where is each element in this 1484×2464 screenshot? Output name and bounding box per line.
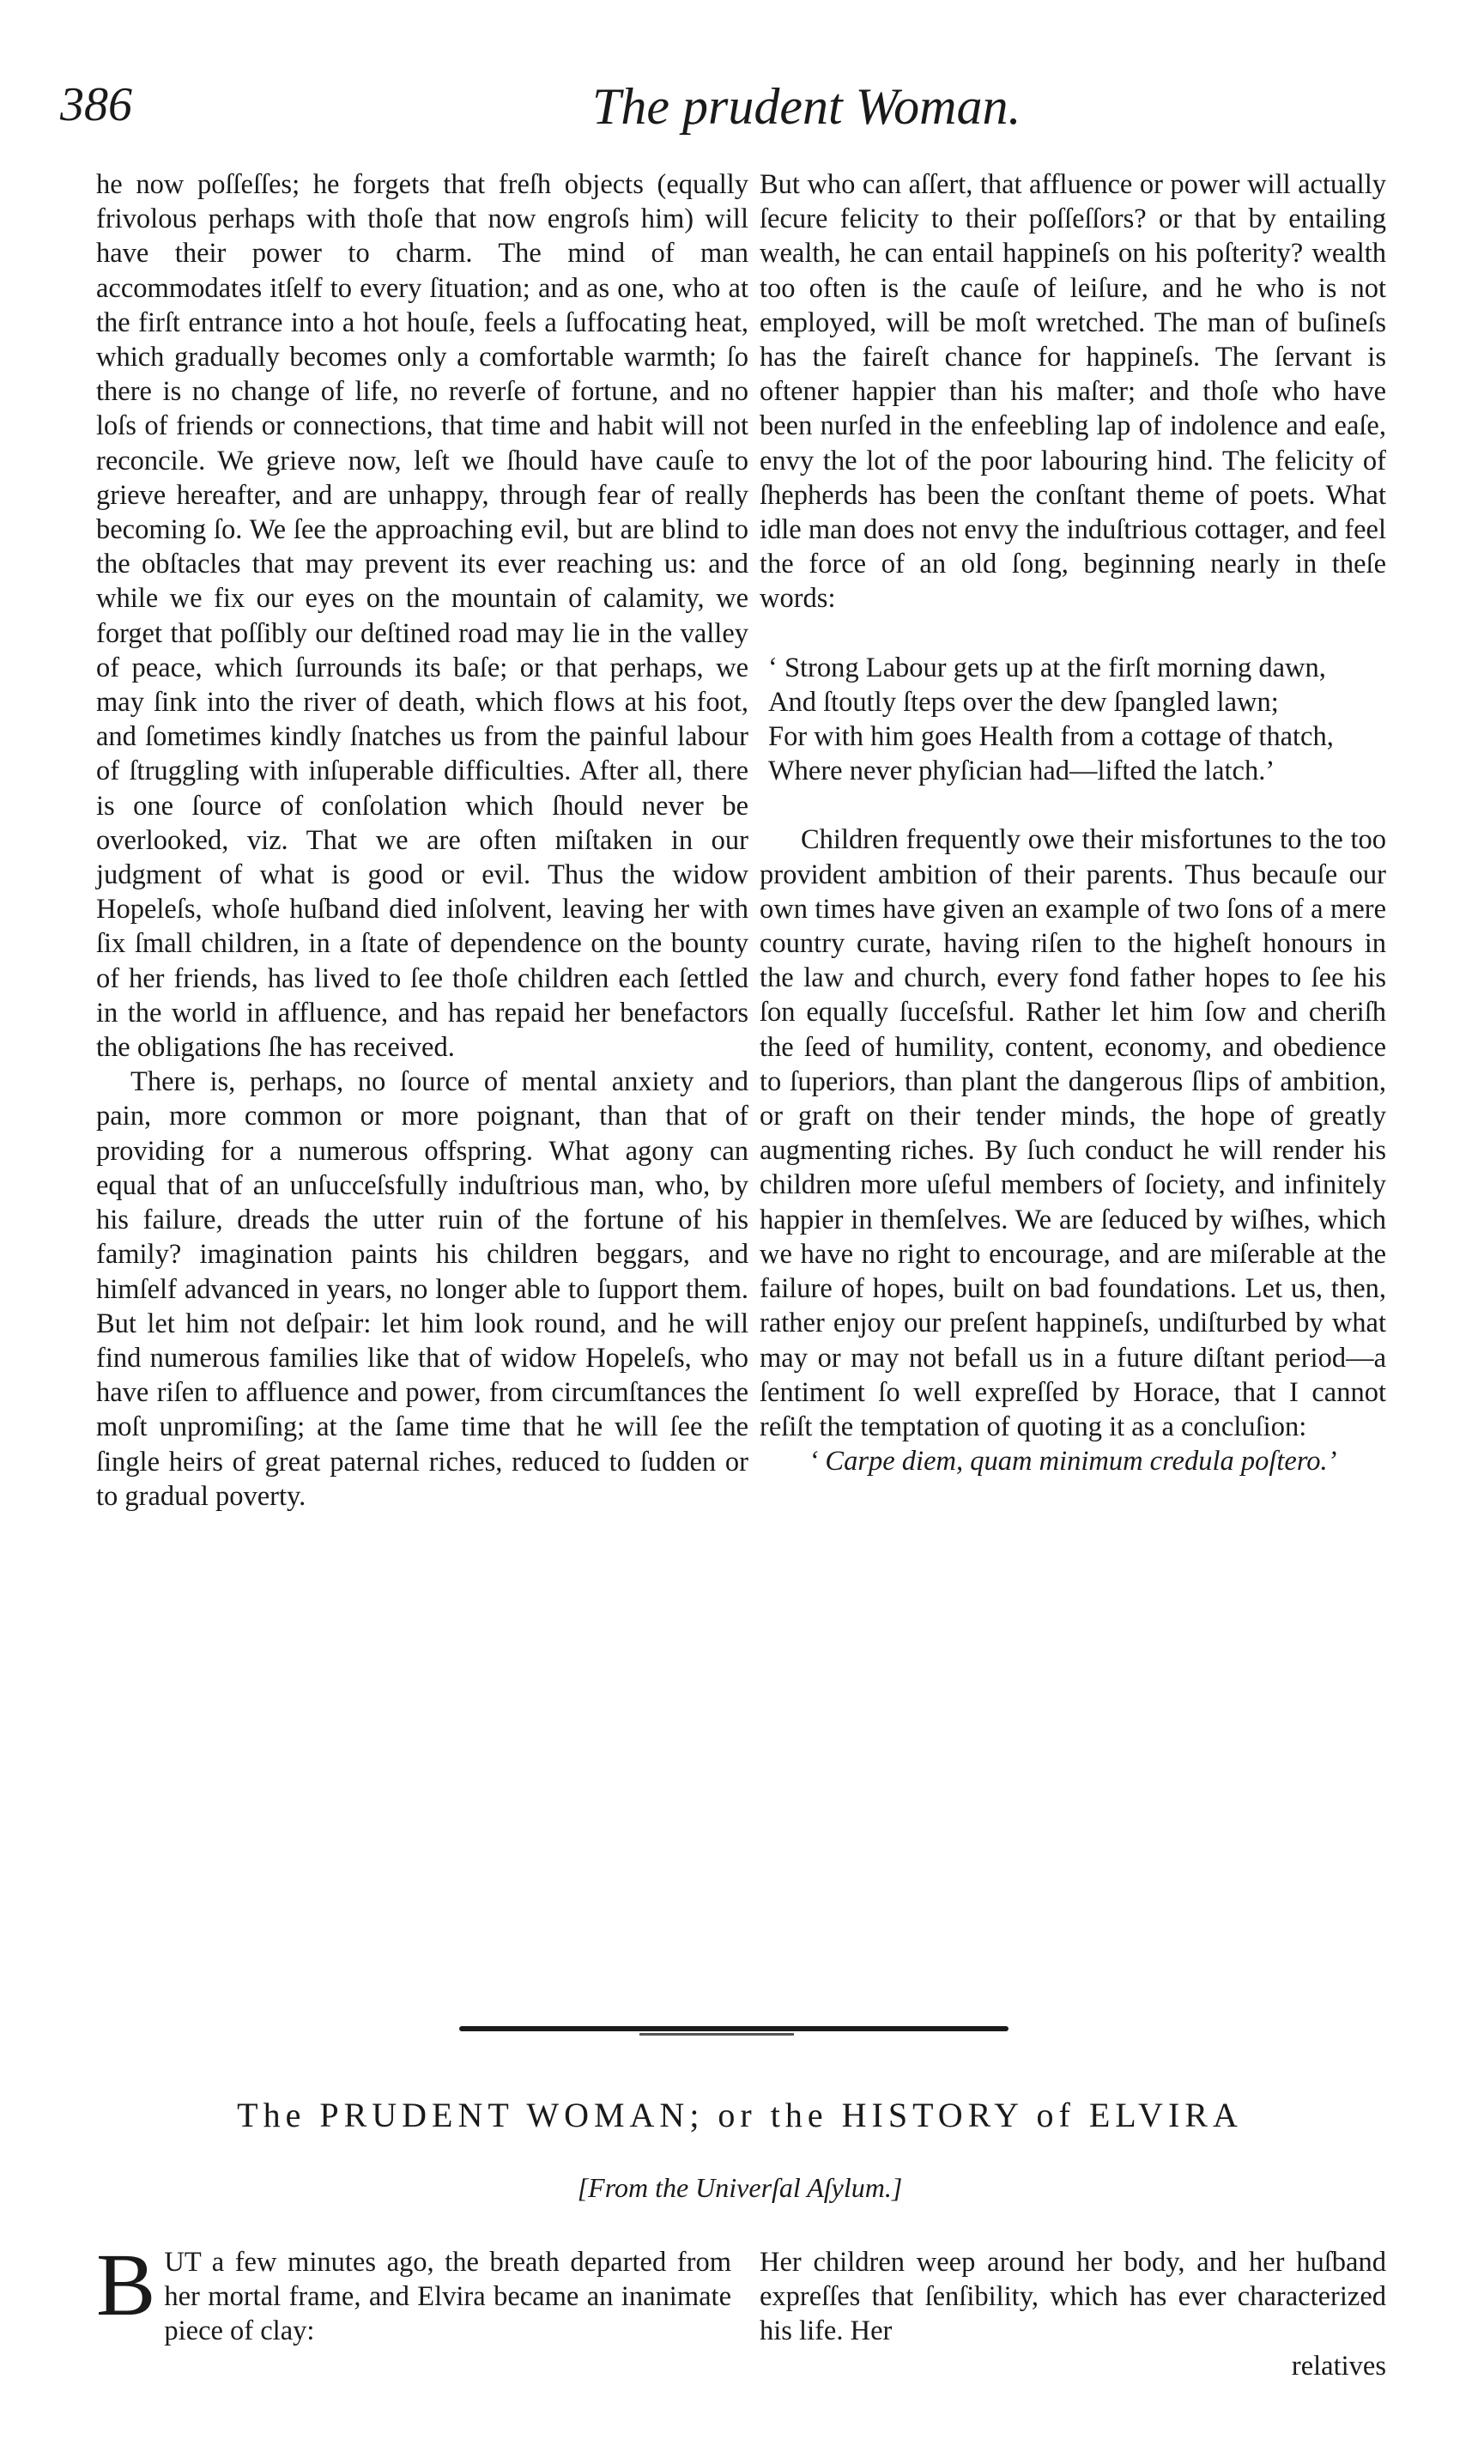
song-verse	[760, 651, 1386, 789]
verse-line: And ſtoutly ſteps over the dew ſpangled lawn;	[768, 686, 1279, 718]
right-paragraph-1: But who can aſſert, that affluence or power will actually ſecure felicity to their poſſeſſors? or that by entailing wealth, he can entail happineſs on his poſterity? wealth too often is the cauſe of leiſure, and he who is not employed, will be moſt wretched. The man of buſineſs has the faireſt chance for happineſs. The ſervant is oftener happier than his maſter; and thoſe who have been nurſed in the enfeebling lap of indolence and eaſe, envy the lot of the poor labouring hind. The felicity of ſhepherds has been the conſtant theme of poets. What idle man does not envy the induſtrious cottager, and feel the force of an old ſong, beginning nearly in theſe words:	[760, 169, 1386, 615]
article-opening-left	[96, 2236, 731, 2349]
running-title: The prudent Woman.	[592, 78, 1021, 135]
verse-line: For with him goes Health from a cottage of thatch,	[768, 721, 1334, 753]
catchword: relatives	[1291, 2350, 1386, 2382]
verse-line: Where never phyſician had—lifted the latch.’	[768, 756, 1275, 787]
latin-motto: ‘ Carpe diem, quam minimum credula poſtero.’	[809, 1446, 1337, 1478]
article-opening-right	[760, 2245, 1386, 2383]
article-source: [From the Univerſal Aſylum.]	[577, 2172, 903, 2203]
drop-cap: B	[96, 2236, 156, 2334]
running-head	[51, 77, 1390, 146]
left-paragraph-2: There is, perhaps, no ſource of mental anxiety and pain, more common or more poignant, than that of providing for a numerous offspring. What agony can equal that of an unſucceſsfully induſtrious man, who, by his failure, dreads the utter ruin of the fortune of his family? imagination paints his children beggars, and himſelf advanced in years, no longer able to ſupport them. But let him not deſpair: let him look round, and he will find numerous families like that of widow Hopeleſs, who have riſen to affluence and power, from circumſtances the moſt unpromiſing; at the ſame time that he will ſee the ſingle heirs of great paternal riches, reduced to ſudden or to gradual poverty.	[96, 1066, 748, 1512]
article-left-text: UT a few minutes ago, the breath departed from her mortal frame, and Elvira became an inanimate piece of clay:	[164, 2247, 731, 2347]
section-divider-ornament	[639, 2033, 794, 2036]
right-paragraph-2: Children frequently owe their misfortunes to the too provident ambition of their parents. Thus becauſe our own times have given an example of two ſons of a mere country curate, having riſen to the higheſt honours in the law and church, every fond father hopes to ſee his ſon equally ſucceſsful. Rather let him ſow and cheriſh the ſeed of humility, content, economy, and obedience to ſuperiors, than plant the dangerous ſlips of ambition, or graft on their tender minds, the hope of greatly augmenting riches. By ſuch conduct he will render his children more uſeful members of ſociety, and infinitely happier in themſelves. We are ſeduced by wiſhes, which we have no right to encourage, and are miſerable at the failure of hopes, built on bad foundations. Let us, then, rather enjoy our preſent happineſs, undiſturbed by what may or may not befall us in a future diſtant period—a ſentiment ſo well expreſſed by Horace, that I cannot reſiſt the temptation of quoting it as a concluſion:	[760, 824, 1386, 1442]
left-paragraph-1: he now poſſeſſes; he forgets that freſh objects (equally frivolous perhaps with thoſe that now engroſs him) will have their power to charm. The mind of man accommodates itſelf to every ſituation; and as one, who at the firſt entrance into a hot houſe, feels a ſuffocating heat, which gradually becomes only a comfortable warmth; ſo there is no change of life, no reverſe of fortune, and no loſs of friends or connections, that time and habit will not reconcile. We grieve now, leſt we ſhould have cauſe to grieve hereafter, and are unhappy, through fear of really becoming ſo. We ſee the approaching evil, but are blind to the obſtacles that may prevent its ever reaching us: and while we fix our eyes on the mountain of calamity, we forget that poſſibly our deſtined road may lie in the valley of peace, which ſurrounds its baſe; or that perhaps, we may ſink into the river of death, which flows at his foot, and ſometimes kindly ſnatches us from the painful labour of ſtruggling with inſuperable difficulties. After all, there is one ſource of conſolation which ſhould never be overlooked, viz. That we are often miſtaken in our judgment of what is good or evil. Thus the widow Hopeleſs, whoſe huſband died inſolvent, leaving her with ſix ſmall children, in a ſtate of dependence on the bounty of her friends, has lived to ſee thoſe children each ſettled in the world in affluence, and has repaid her benefactors the obligations ſhe has received.	[96, 169, 748, 1064]
right-column	[760, 167, 1386, 1478]
article-title: The PRUDENT WOMAN; or the HISTORY of ELVIRA	[237, 2096, 1243, 2134]
article-right-text: Her children weep around her body, and her huſband expreſſes that ſenſibility, which has ever characterized his life. Her	[760, 2247, 1386, 2347]
section-divider-rule	[459, 2026, 1009, 2031]
page-number: 386	[60, 78, 132, 131]
left-column	[96, 167, 748, 1514]
verse-line: ‘ Strong Labour gets up at the firſt morning dawn,	[768, 652, 1326, 683]
